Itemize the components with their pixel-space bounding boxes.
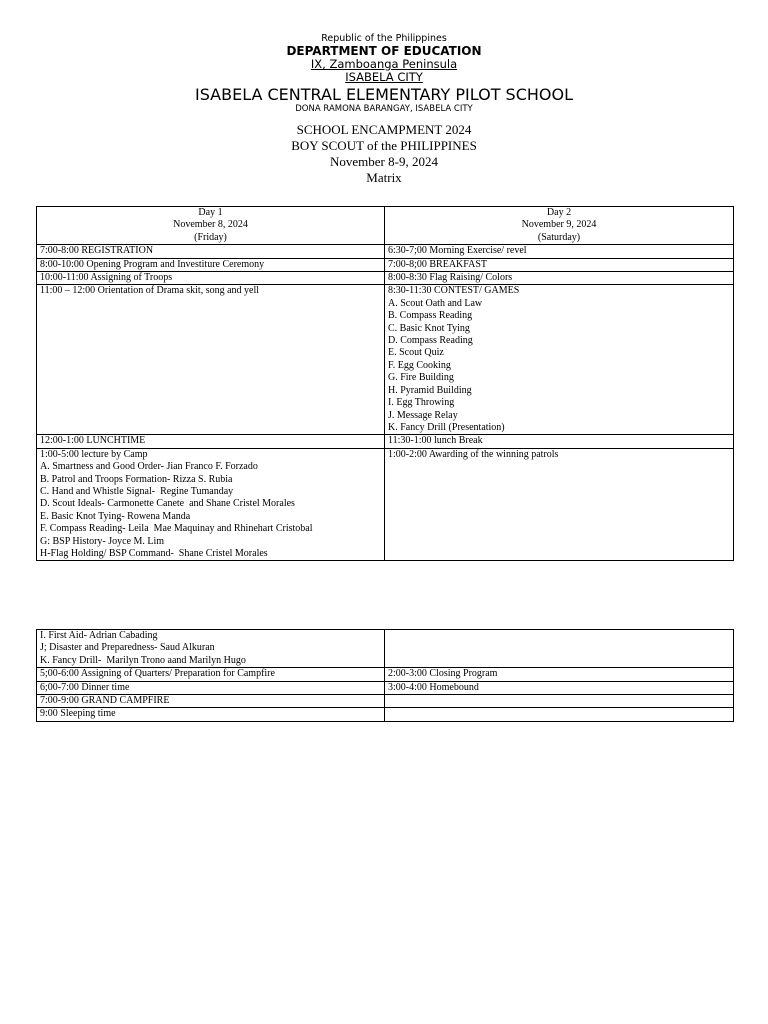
- day2-label: Day 2: [546, 207, 572, 218]
- table-cell: 8:00-10:00 Opening Program and Investiture Ceremony: [37, 258, 385, 271]
- day1-weekday: (Friday): [194, 231, 227, 243]
- table-row: [37, 245, 734, 258]
- list-item: G. Fire Building: [388, 372, 454, 384]
- schedule-matrix-table-continued: [36, 629, 734, 722]
- list-item: K. Fancy Drill- Marilyn Trono aand Marilyn Hugo: [40, 654, 246, 666]
- list-item: C. Hand and Whistle Signal- Regine Tumanday: [40, 485, 234, 497]
- list-item: G: BSP History- Joyce M. Lim: [40, 535, 165, 547]
- list-item: D. Compass Reading: [388, 335, 473, 347]
- table-cell: 7:00-8:00 REGISTRATION: [37, 245, 385, 258]
- table-cell: 5;00-6:00 Assigning of Quarters/ Preparation for Campfire: [37, 668, 385, 681]
- day2-date: November 9, 2024: [521, 219, 597, 231]
- document-title: [0, 122, 768, 186]
- empty-cell: [385, 630, 734, 668]
- list-item: F. Compass Reading- Leila Mae Maquinay and Rhinehart Cristobal: [40, 523, 313, 535]
- list-item: E. Basic Knot Tying- Rowena Manda: [40, 510, 191, 522]
- list-item: I. First Aid- Adrian Cabading: [40, 630, 158, 641]
- table-row: [37, 708, 734, 721]
- title-line-3: November 8-9, 2024: [330, 154, 438, 169]
- table-cell: 6;00-7:00 Dinner time: [37, 681, 385, 694]
- list-item: J; Disaster and Preparedness- Saud Alkuran: [40, 642, 215, 654]
- table-cell: 10:00-11:00 Assigning of Troops: [37, 272, 385, 285]
- table-row: [37, 668, 734, 681]
- table-cell: 7:00-9:00 GRAND CAMPFIRE: [37, 695, 385, 708]
- table-row: [37, 272, 734, 285]
- list-item: A. Scout Oath and Law: [388, 297, 483, 309]
- table-cell: 9:00 Sleeping time: [37, 708, 385, 721]
- table-cell: 8:00-8:30 Flag Raising/ Colors: [385, 272, 734, 285]
- day1-label: Day 1: [198, 207, 223, 218]
- list-item: D. Scout Ideals- Carmonette Canete and Shane Cristel Morales: [40, 498, 295, 510]
- school-address: DONA RAMONA BARANGAY, ISABELA CITY: [295, 104, 473, 114]
- list-item: B. Compass Reading: [388, 310, 473, 322]
- letterhead: [0, 33, 768, 114]
- list-item: A. Smartness and Good Order- Jian Franco F. Forzado: [40, 461, 258, 473]
- list-item: B. Patrol and Troops Formation- Rizza S. Rubia: [40, 473, 233, 485]
- orientation-text: 11:00 – 12:00 Orientation of Drama skit, song and yell: [40, 285, 260, 297]
- day2-weekday: (Saturday): [537, 231, 581, 243]
- day1-date: November 8, 2024: [173, 219, 248, 231]
- empty-cell: [385, 695, 734, 708]
- table-cell: 7:00-8;00 BREAKFAST: [385, 258, 734, 271]
- table-row: [37, 435, 734, 448]
- table-cell: 11:30-1:00 lunch Break: [385, 435, 734, 448]
- republic-line: Republic of the Philippines: [321, 33, 447, 44]
- list-item: H-Flag Holding/ BSP Command- Shane Cristel Morales: [40, 547, 268, 559]
- table-cell: 2:00-3:00 Closing Program: [385, 668, 734, 681]
- table-row: [37, 695, 734, 708]
- awarding-text: 1:00-2:00 Awarding of the winning patrols: [388, 448, 559, 460]
- lecture-cell: [37, 448, 385, 561]
- table-cell: 6:30-7;00 Morning Exercise/ revel: [385, 245, 734, 258]
- table-row: [37, 681, 734, 694]
- table-row: [37, 448, 734, 561]
- region-line: IX, Zamboanga Peninsula: [310, 57, 458, 71]
- schedule-matrix-table: [36, 206, 734, 561]
- title-line-4: Matrix: [366, 170, 402, 185]
- contest-title: 8:30-11:30 CONTEST/ GAMES: [388, 285, 520, 297]
- title-line-2: BOY SCOUT of the PHILIPPINES: [291, 138, 477, 153]
- table-row: [37, 630, 734, 668]
- list-item: I. Egg Throwing: [388, 397, 455, 409]
- list-item: C. Basic Knot Tying: [388, 322, 470, 334]
- list-item: J. Message Relay: [388, 409, 458, 421]
- list-item: F. Egg Cooking: [388, 359, 451, 371]
- table-row: [37, 207, 734, 245]
- contest-cell: [385, 285, 734, 435]
- table-cell: [385, 448, 734, 561]
- title-line-1: SCHOOL ENCAMPMENT 2024: [296, 122, 472, 137]
- city-line: ISABELA CITY: [345, 70, 423, 84]
- day1-header: [37, 207, 385, 245]
- school-name: ISABELA CENTRAL ELEMENTARY PILOT SCHOOL: [194, 85, 574, 104]
- table-cell: 3:00-4:00 Homebound: [385, 681, 734, 694]
- lecture-cell-continued: [37, 630, 385, 668]
- list-item: E. Scout Quiz: [388, 347, 444, 359]
- list-item: 1:00-5:00 lecture by Camp: [40, 448, 148, 460]
- table-row: [37, 258, 734, 271]
- list-item: H. Pyramid Building: [388, 384, 472, 396]
- table-cell: 12:00-1:00 LUNCHTIME: [37, 435, 385, 448]
- day2-header: [385, 207, 734, 245]
- empty-cell: [385, 708, 734, 721]
- list-item: K. Fancy Drill (Presentation): [388, 421, 505, 433]
- table-row: [37, 285, 734, 435]
- table-cell: [37, 285, 385, 435]
- department-line: DEPARTMENT OF EDUCATION: [286, 44, 482, 58]
